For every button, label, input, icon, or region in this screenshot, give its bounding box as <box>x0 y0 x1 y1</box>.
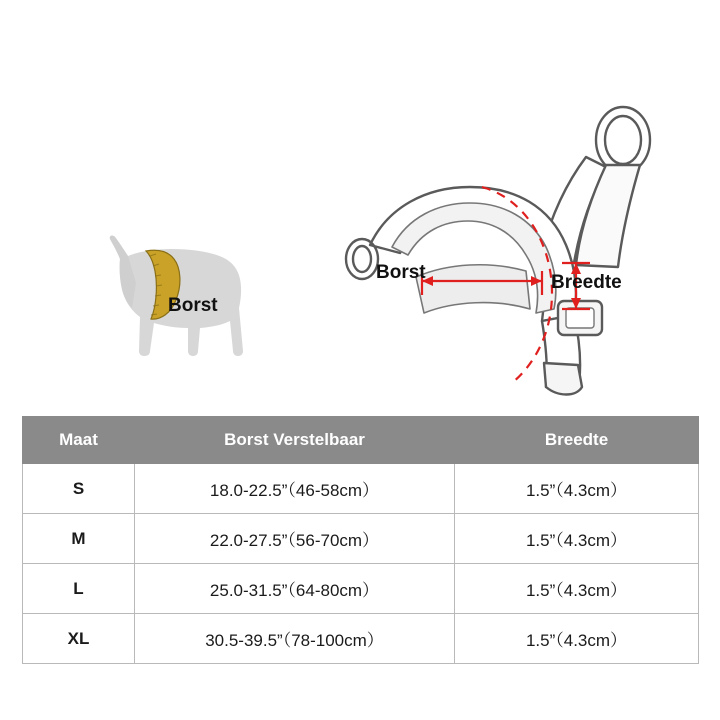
table-header <box>23 417 699 464</box>
cell-size: XL <box>23 614 135 664</box>
column-header-size: Maat <box>23 417 135 464</box>
column-header-chest: Borst Verstelbaar <box>135 417 455 464</box>
table-row <box>23 514 699 564</box>
column-header-width: Breedte <box>455 417 699 464</box>
harness-diagram <box>330 95 710 410</box>
dog-chest-label: Borst <box>168 295 218 316</box>
cell-width: 1.5”（4.3cm） <box>455 614 699 664</box>
cell-chest: 18.0-22.5”（46-58cm） <box>135 464 455 514</box>
table-row <box>23 614 699 664</box>
cell-chest: 22.0-27.5”（56-70cm） <box>135 514 455 564</box>
cell-chest: 25.0-31.5”（64-80cm） <box>135 564 455 614</box>
cell-size: S <box>23 464 135 514</box>
table-row <box>23 564 699 614</box>
table-header-row <box>23 417 699 464</box>
cell-width: 1.5”（4.3cm） <box>455 464 699 514</box>
cell-width: 1.5”（4.3cm） <box>455 564 699 614</box>
cell-chest: 30.5-39.5”（78-100cm） <box>135 614 455 664</box>
cell-size: M <box>23 514 135 564</box>
harness-width-label: Breedte <box>551 272 622 293</box>
cell-width: 1.5”（4.3cm） <box>455 514 699 564</box>
cell-size: L <box>23 564 135 614</box>
harness-chest-label: Borst <box>376 262 426 283</box>
table-body <box>23 464 699 664</box>
size-chart-table <box>22 416 699 664</box>
table-row <box>23 464 699 514</box>
